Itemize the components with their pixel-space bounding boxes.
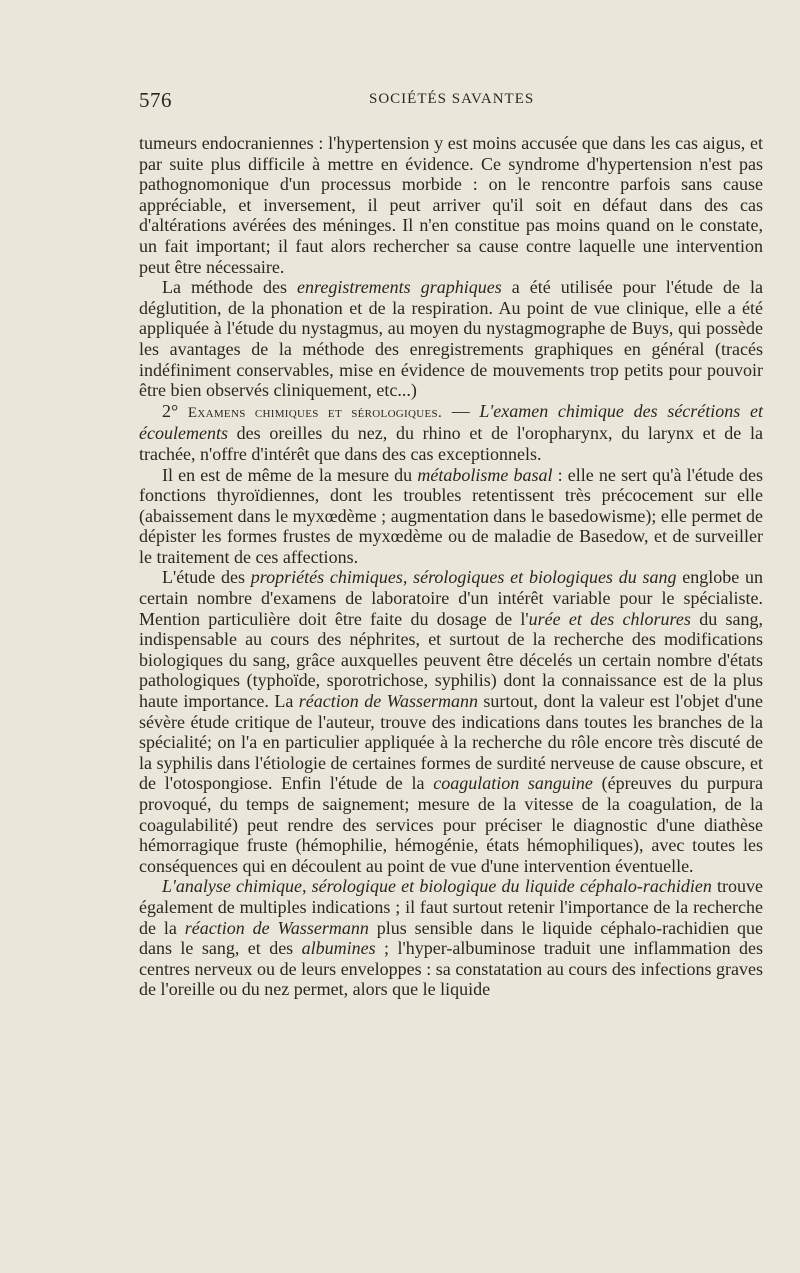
text-run: (épreuves du purpura provoqué, du temps de saignement; mesure de la vitesse de la coagulation, de la coagulabilité) peut rendre des services pour préciser le diagnostic d'une diathèse hémorragique fruste (hémophilie, hémogénie, états hémophiliques), avec toutes les conséquences qui en découlent au point de vue d'une intervention éventuelle. [139,773,763,876]
italic-term: réaction de Wassermann [184,917,369,938]
paragraph-1: tumeurs endocraniennes : l'hypertension y est moins accusée que dans les cas aigus, et par suite plus difficile à mettre en évidence. Ce syndrome d'hypertension n'est pas pathognomonique d'un processus morbide : on le rencontre parfois sans cause appréciable, et inversement, il peut arriver qu'il soit en défaut dans des cas d'altérations avérées des méninges. Il n'en constitue pas moins quand on le constate, un fait important; il faut alors rechercher sa cause contre laquelle une intervention peut être nécessaire. [139,133,763,277]
italic-term: propriétés chimiques, sérologiques et biologiques du sang [250,567,677,588]
italic-term: L'analyse chimique, sérologique et biologique du liquide céphalo-rachidien [162,876,712,897]
page-header [139,88,763,114]
text-run: englobe un certain nombre d'examens de laboratoire d'un intérêt variable pour le spécialiste. Mention particulière doit être faite du dosage de l' [139,567,763,629]
running-head: SOCIÉTÉS SAVANTES [369,91,535,107]
text-run: Il en est de même de la mesure du [162,464,418,485]
italic-term: albumines [301,938,376,959]
italic-term: urée et des chlorures [528,608,691,629]
text-run: ; l'hyper-albuminose traduit une inflammation des centres nerveux ou de leurs enveloppes : sa constatation au cours des infections graves de l'oreille ou du nez permet, alors que le liquide [139,938,764,1000]
text-run: : elle ne sert qu'à l'étude des fonctions thyroïdiennes, dont les troubles retentissent très précocement sur elle (abaissement dans le myxœdème ; augmentation dans le basedowisme); elle permet de dépister les formes frustes de myxœdème ou de maladie de Basedow, et de surveiller le traitement de ces affections. [139,464,763,567]
text-run: a été utilisée pour l'étude de la déglutition, de la phonation et de la respiration. Au point de vue clinique, elle a été appliquée à l'étude du nystagmus, au moyen du nystagmographe de Buys, qui possède les avantages de la méthode des enregistrements graphiques en général (tracés indéfiniment conservables, mise en évidence de mouvements trop petits pour pouvoir être bien observés cliniquement, etc...) [139,277,763,401]
paragraph-2 [139,277,763,401]
italic-term: métabolisme basal [417,464,553,485]
italic-term: coagulation sanguine [433,773,593,794]
text-run: La méthode des [162,277,298,298]
text-run: — [442,400,480,421]
body-text [139,133,763,1000]
section-number: 2° [162,400,188,421]
italic-term: enregistrements graphiques [297,277,502,298]
paragraph-4 [139,465,763,568]
paragraph-3 [139,401,763,465]
text-run: L'étude des [162,567,251,588]
text-run: plus sensible dans le liquide céphalo-rachidien que dans le sang, et des [139,917,763,959]
italic-term: L'examen chimique des sécrétions et écoulements [139,400,763,444]
text-run: trouve également de multiples indications ; il faut surtout retenir l'importance de la recherche de la [139,876,763,938]
text-run: des oreilles du nez, du rhino et de l'oropharynx, du larynx et de la trachée, n'offre d'intérêt que dans des cas exceptionnels. [139,423,763,464]
text-run: surtout, dont la valeur est l'objet d'une sévère étude critique de l'auteur, trouve des indications dans toutes les branches de la spécialité; on l'a en particulier appliquée à la recherche du rôle encore très discuté de la syphilis dans l'étiologie de certaines formes de surdité nerveuse de cause obscure, et de l'otospongiose. Enfin l'étude de la [139,691,763,794]
paragraph-5 [139,567,763,876]
text-run: du sang, indispensable au cours des néphrites, et surtout de la recherche des modifications biologiques du sang, grâce auxquelles peuvent être décelés un certain nombre d'états pathologiques (typhoïde, sporotrichose, syphilis) dont la connaissance est de la plus haute importance. La [139,608,763,712]
section-heading: Examens chimiques et sérologiques. [187,404,442,421]
page-number: 576 [139,88,172,112]
paragraph-6 [139,876,763,1000]
italic-term: réaction de Wassermann [298,691,478,712]
